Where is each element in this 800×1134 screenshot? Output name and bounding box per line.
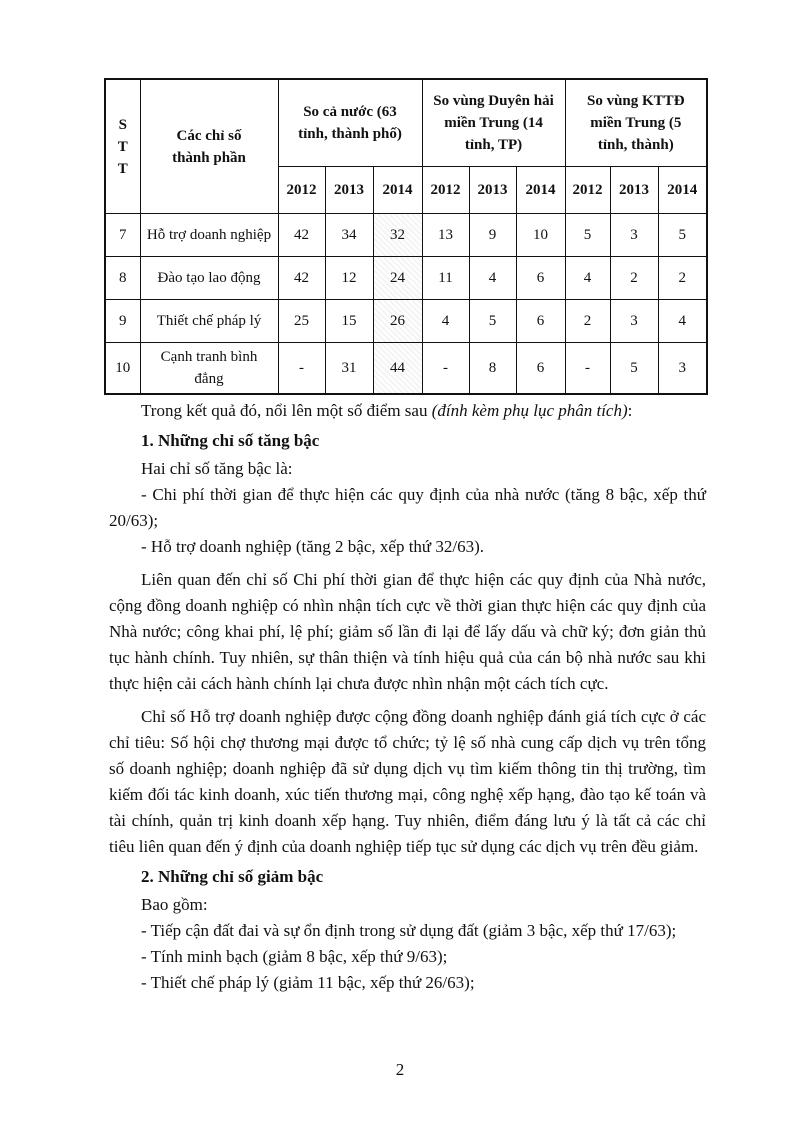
value-cell: 25 <box>278 300 325 343</box>
intro-text: Trong kết quả đó, nổi lên một số điểm sau <box>141 401 432 420</box>
list-item: - Chi phí thời gian để thực hiện các quy định của nhà nước (tăng 8 bậc, xếp thứ 20/63); <box>109 485 706 530</box>
heading-increased-indicators: 1. Những chỉ số tăng bậc <box>141 431 320 450</box>
header-group-ktd-label: So vùng KTTĐ miền Trung (5 tỉnh, thành) <box>586 93 685 153</box>
intro-paragraph <box>109 398 706 424</box>
row-stt: 8 <box>105 257 140 300</box>
paragraph: Liên quan đến chỉ số Chi phí thời gian để thực hiện các quy định của Nhà nước, cộng đồng doanh nghiệp có nhìn nhận tích cực về thời gian thực hiện các quy định của Nhà nước; công khai phí, lệ phí; giảm số lần đi lại để lấy dấu và chữ ký; đơn giản thủ tục hành chính. Tuy nhiên, sự thân thiện và tính hiệu quả của cán bộ nhà nước sau khi thực hiện cải cách hành chính lại chưa được nhìn nhận một cách tích cực. <box>109 570 706 693</box>
value-cell: 31 <box>325 343 373 395</box>
value-cell: 9 <box>469 214 516 257</box>
row-indicator-name: Đào tạo lao động <box>140 257 278 300</box>
header-group-ktd <box>565 79 707 167</box>
value-cell: 6 <box>516 343 565 395</box>
row-indicator-name: Hỗ trợ doanh nghiệp <box>140 214 278 257</box>
value-cell: - <box>422 343 469 395</box>
body-text <box>109 398 706 996</box>
paragraph: Chỉ số Hỗ trợ doanh nghiệp được cộng đồng doanh nghiệp đánh giá tích cực ở các chỉ tiêu: Số hội chợ thương mại được tổ chức; tỷ lệ số nhà cung cấp dịch vụ trên tổng số doanh nghiệp; doanh nghiệp đã sử dụng dịch vụ tìm kiếm thông tin thị trường, tìm kiếm đối tác kinh doanh, xúc tiến thương mại, công nghệ xếp hạng, đào tạo kế toán và tài chính, quản trị kinh doanh xếp hạng. Tuy nhiên, điểm đáng lưu ý là tất cả các chỉ tiêu liên quan đến ý định của doanh nghiệp tiếp tục sử dụng các dịch vụ trên đều giảm. <box>109 707 706 856</box>
value-cell: 4 <box>658 300 707 343</box>
value-cell: 11 <box>422 257 469 300</box>
value-cell: 3 <box>610 214 658 257</box>
page-number: 2 <box>395 1060 405 1079</box>
intro-italic-note: (đính kèm phụ lục phân tích) <box>431 401 628 420</box>
value-cell: 3 <box>610 300 658 343</box>
list-item: - Thiết chế pháp lý (giảm 11 bậc, xếp thứ 26/63); <box>141 973 475 992</box>
value-cell: 15 <box>325 300 373 343</box>
header-group-national-label: So cả nước (63 tỉnh, thành phố) <box>298 104 402 142</box>
value-cell: 12 <box>325 257 373 300</box>
year-cell: 2014 <box>658 167 707 214</box>
value-cell: 34 <box>325 214 373 257</box>
table-row <box>105 343 707 395</box>
value-cell: 26 <box>373 300 422 343</box>
value-cell: 2 <box>565 300 610 343</box>
value-cell: 32 <box>373 214 422 257</box>
value-cell: 2 <box>658 257 707 300</box>
table-row <box>105 257 707 300</box>
list-item: - Tiếp cận đất đai và sự ổn định trong sử dụng đất (giảm 3 bậc, xếp thứ 17/63); <box>141 921 677 940</box>
row-stt: 10 <box>105 343 140 395</box>
value-cell: 5 <box>610 343 658 395</box>
value-cell: 4 <box>469 257 516 300</box>
header-indicators-label: Các chỉ số thành phần <box>172 127 246 166</box>
header-group-coastal-label: So vùng Duyên hải miền Trung (14 tỉnh, TP) <box>433 93 554 153</box>
list-item: - Hỗ trợ doanh nghiệp (tăng 2 bậc, xếp thứ 32/63). <box>141 537 485 556</box>
year-cell: 2012 <box>565 167 610 214</box>
indicator-table <box>104 78 708 395</box>
value-cell: 8 <box>469 343 516 395</box>
value-cell: 5 <box>658 214 707 257</box>
heading-decreased-indicators: 2. Những chỉ số giảm bậc <box>141 867 324 886</box>
value-cell: 13 <box>422 214 469 257</box>
value-cell: 3 <box>658 343 707 395</box>
row-indicator-name: Thiết chế pháp lý <box>140 300 278 343</box>
value-cell: 5 <box>469 300 516 343</box>
value-cell: 42 <box>278 257 325 300</box>
header-indicators <box>140 79 278 214</box>
value-cell: - <box>278 343 325 395</box>
year-cell: 2013 <box>469 167 516 214</box>
year-cell: 2013 <box>325 167 373 214</box>
row-indicator-name-text: Cạnh tranh bình đẳng <box>160 349 258 387</box>
value-cell: 6 <box>516 257 565 300</box>
header-stt-label: S T T <box>117 116 128 177</box>
paragraph: Hai chỉ số tăng bậc là: <box>141 459 293 478</box>
value-cell: 6 <box>516 300 565 343</box>
value-cell: 42 <box>278 214 325 257</box>
table-row <box>105 214 707 257</box>
header-group-coastal <box>422 79 565 167</box>
value-cell: 5 <box>565 214 610 257</box>
value-cell: 24 <box>373 257 422 300</box>
year-cell: 2012 <box>278 167 325 214</box>
value-cell: 44 <box>373 343 422 395</box>
value-cell: 4 <box>422 300 469 343</box>
row-stt: 7 <box>105 214 140 257</box>
intro-colon: : <box>627 401 633 420</box>
value-cell: 4 <box>565 257 610 300</box>
year-cell: 2013 <box>610 167 658 214</box>
list-item: - Tính minh bạch (giảm 8 bậc, xếp thứ 9/63); <box>141 947 448 966</box>
value-cell: 2 <box>610 257 658 300</box>
table-header-row <box>105 79 707 167</box>
value-cell: - <box>565 343 610 395</box>
header-group-national <box>278 79 422 167</box>
year-cell: 2012 <box>422 167 469 214</box>
year-cell: 2014 <box>373 167 422 214</box>
year-cell: 2014 <box>516 167 565 214</box>
header-stt <box>105 79 140 214</box>
value-cell: 10 <box>516 214 565 257</box>
paragraph: Bao gồm: <box>141 895 208 914</box>
row-stt: 9 <box>105 300 140 343</box>
table-row <box>105 300 707 343</box>
row-indicator-name <box>140 343 278 395</box>
